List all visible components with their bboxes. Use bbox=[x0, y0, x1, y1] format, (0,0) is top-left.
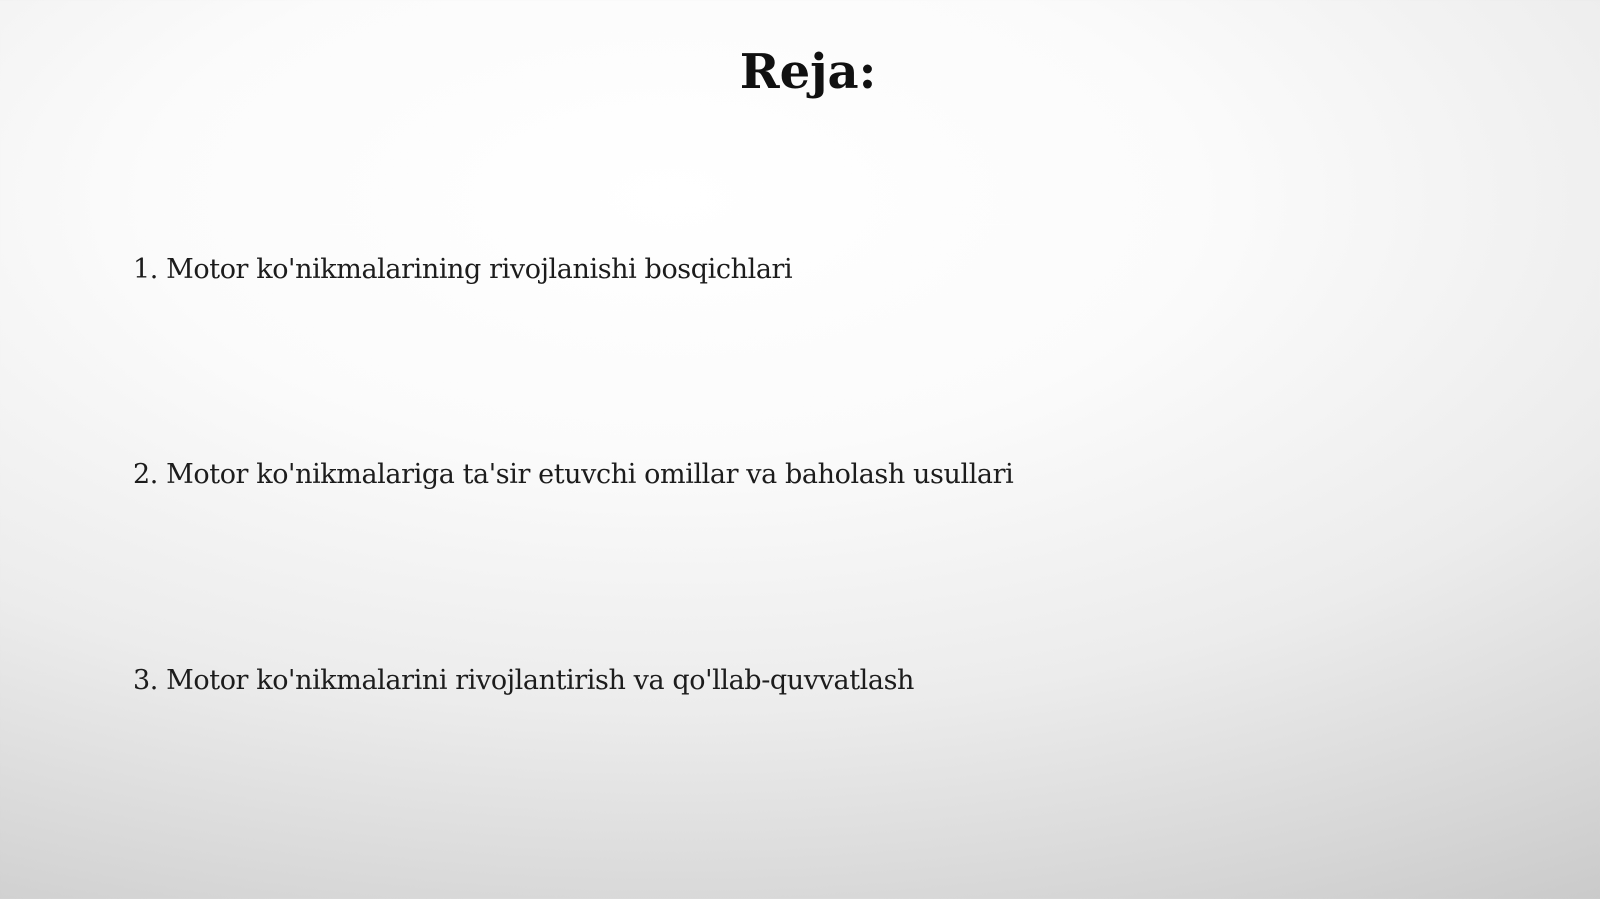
plan-item-2: 2. Motor ko'nikmalariga ta'sir etuvchi omillar va baholash usullari bbox=[133, 459, 1014, 490]
plan-item-1: 1. Motor ko'nikmalarining rivojlanishi bosqichlari bbox=[133, 254, 793, 285]
plan-item-3: 3. Motor ko'nikmalarini rivojlantirish va qo'llab-quvvatlash bbox=[133, 665, 915, 696]
slide-title: Reja: bbox=[739, 44, 877, 100]
